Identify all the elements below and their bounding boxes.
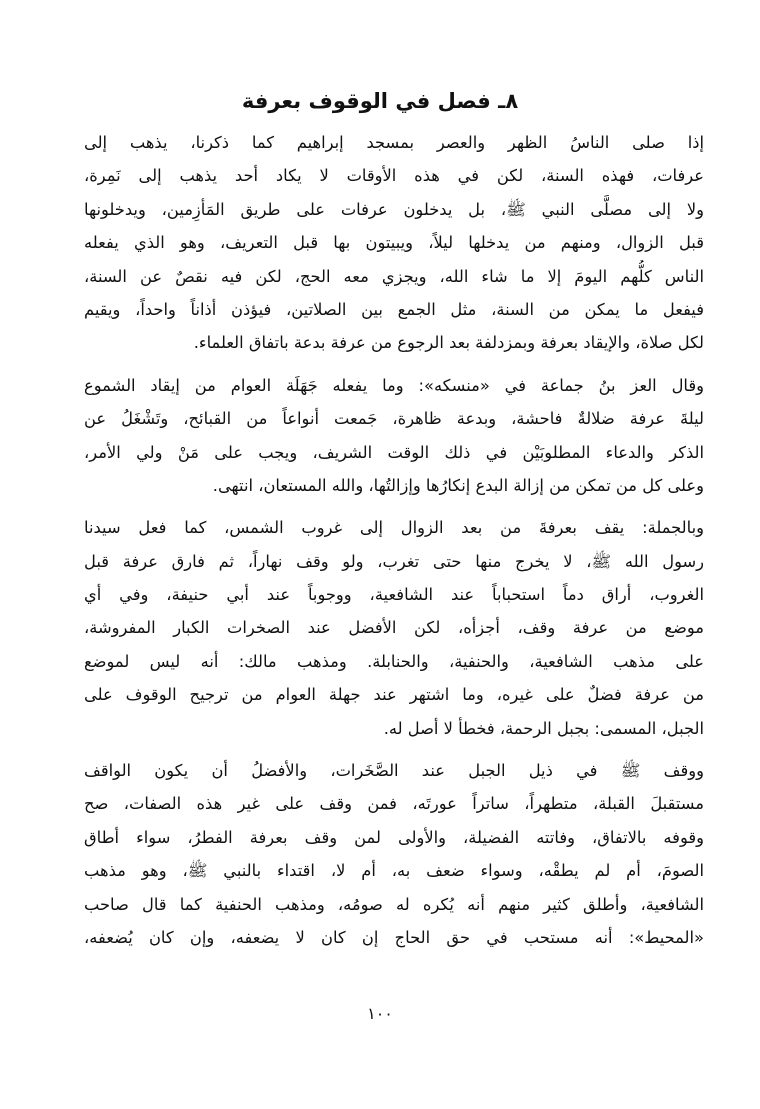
text-line: موضع من عرفة وقف، أجزأه، لكن الأفضل عند الصخرات الكبار المفروشة، (84, 618, 704, 638)
section-heading: ٨ـ فصل في الوقوف بعرفة (241, 89, 519, 113)
text-line: الجبل، المسمى: بجبل الرحمة، فخطأ لا أصل له. (383, 718, 704, 738)
paragraph (84, 369, 704, 503)
text-line: الناس كلُّهم اليومَ إلا ما شاء الله، ويجزي معه الحج، لكن فيه نقصٌ عن السنة، (84, 266, 704, 286)
text-line: «المحيط»: أنه مستحب في حق الحاج إن كان لا يضعفه، وإن كان يُضعفه، (84, 927, 704, 947)
body-text (84, 126, 704, 963)
text-line: رسول الله ﷺ، لا يخرج منها حتى تغرب، ولو وقف نهاراً، ثم فارق عرفة قبل (84, 551, 704, 571)
text-line: وبالجملة: يقف بعرفةَ من بعد الزوال إلى غروب الشمس، كما فعل سيدنا (84, 518, 704, 538)
text-line: مستقبلَ القبلة، متطهراً، ساتراً عورتَه، فمن وقف على غير هذه الصفات، صح (84, 794, 704, 814)
text-line: وعلى كل من تمكن من إزالة البدع إنكارُها وإزالتُها، والله المستعان، انتهى. (212, 475, 704, 495)
text-line: عرفات، فهذه السنة، لكن في هذه الأوقات لا يكاد أحد يذهب إلى نَمِرة، (84, 166, 704, 186)
text-line: وقال العز بنُ جماعة في «منسكه»: وما يفعله جَهَلَة العوام من إيقاد الشموع (84, 375, 704, 395)
paragraph (84, 754, 704, 954)
text-line: قبل الزوال، ومنهم من يدخلها ليلاً، ويبيتون بها قبل التعريف، وهو الذي يفعله (84, 233, 704, 253)
paragraph (84, 126, 704, 360)
text-line: الغروب، أراق دماً استحباباً عند الشافعية، ووجوباً عند أبي حنيفة، وفي أي (84, 585, 704, 605)
text-line: ليلةَ عرفة ضلالةٌ فاحشة، وبدعة ظاهرة، جَمعت أنواعاً من القبائح، وتَشْغَلُ عن (84, 409, 704, 429)
text-line: الذكر والدعاء المطلوبَيْن في ذلك الوقت الشريف، ويجب على مَنْ ولي الأمر، (84, 442, 704, 462)
text-line: وقوفه بالاتفاق، وفاتته الفضيلة، والأولى لمن وقف بعرفة الفطرُ، سواء أطاق (84, 827, 704, 847)
text-line: على مذهب الشافعية، والحنفية، والحنابلة. ومذهب مالك: أنه ليس لموضع (84, 651, 704, 671)
text-line: ووقف ﷺ في ذيل الجبل عند الصَّخَرات، والأفضلُ أن يكون الواقف (84, 761, 704, 781)
paragraph (84, 511, 704, 745)
text-line: لكل صلاة، والإيقاد بعرفة وبمزدلفة بعد الرجوع من عرفة بدعة باتفاق العلماء. (193, 333, 704, 353)
text-line: الصومَ، أم لم يطقْه، وسواء ضعف به، أم لا، اقتداء بالنبي ﷺ، وهو مذهب (84, 861, 704, 881)
text-line: ولا إلى مصلَّى النبي ﷺ، بل يدخلون عرفات على طريق المَأزِمين، ويدخلونها (84, 199, 704, 219)
text-line: إذا صلى الناسُ الظهر والعصر بمسجد إبراهيم كما ذكرنا، يذهب إلى (84, 133, 704, 152)
text-line: من عرفة فضلٌ على غيره، وما اشتهر عند جهلة العوام من ترجيح الوقوف على (84, 685, 704, 705)
text-line: فيفعل ما يمكن من السنة، مثل الجمع بين الصلاتين، فيؤذن أذاناً واحداً، ويقيم (84, 299, 704, 319)
text-line: الشافعية، وأطلق كثير منهم أنه يُكره له صومُه، ومذهب الحنفية كما قال صاحب (84, 894, 704, 914)
page-number: ١٠٠ (367, 1004, 393, 1023)
